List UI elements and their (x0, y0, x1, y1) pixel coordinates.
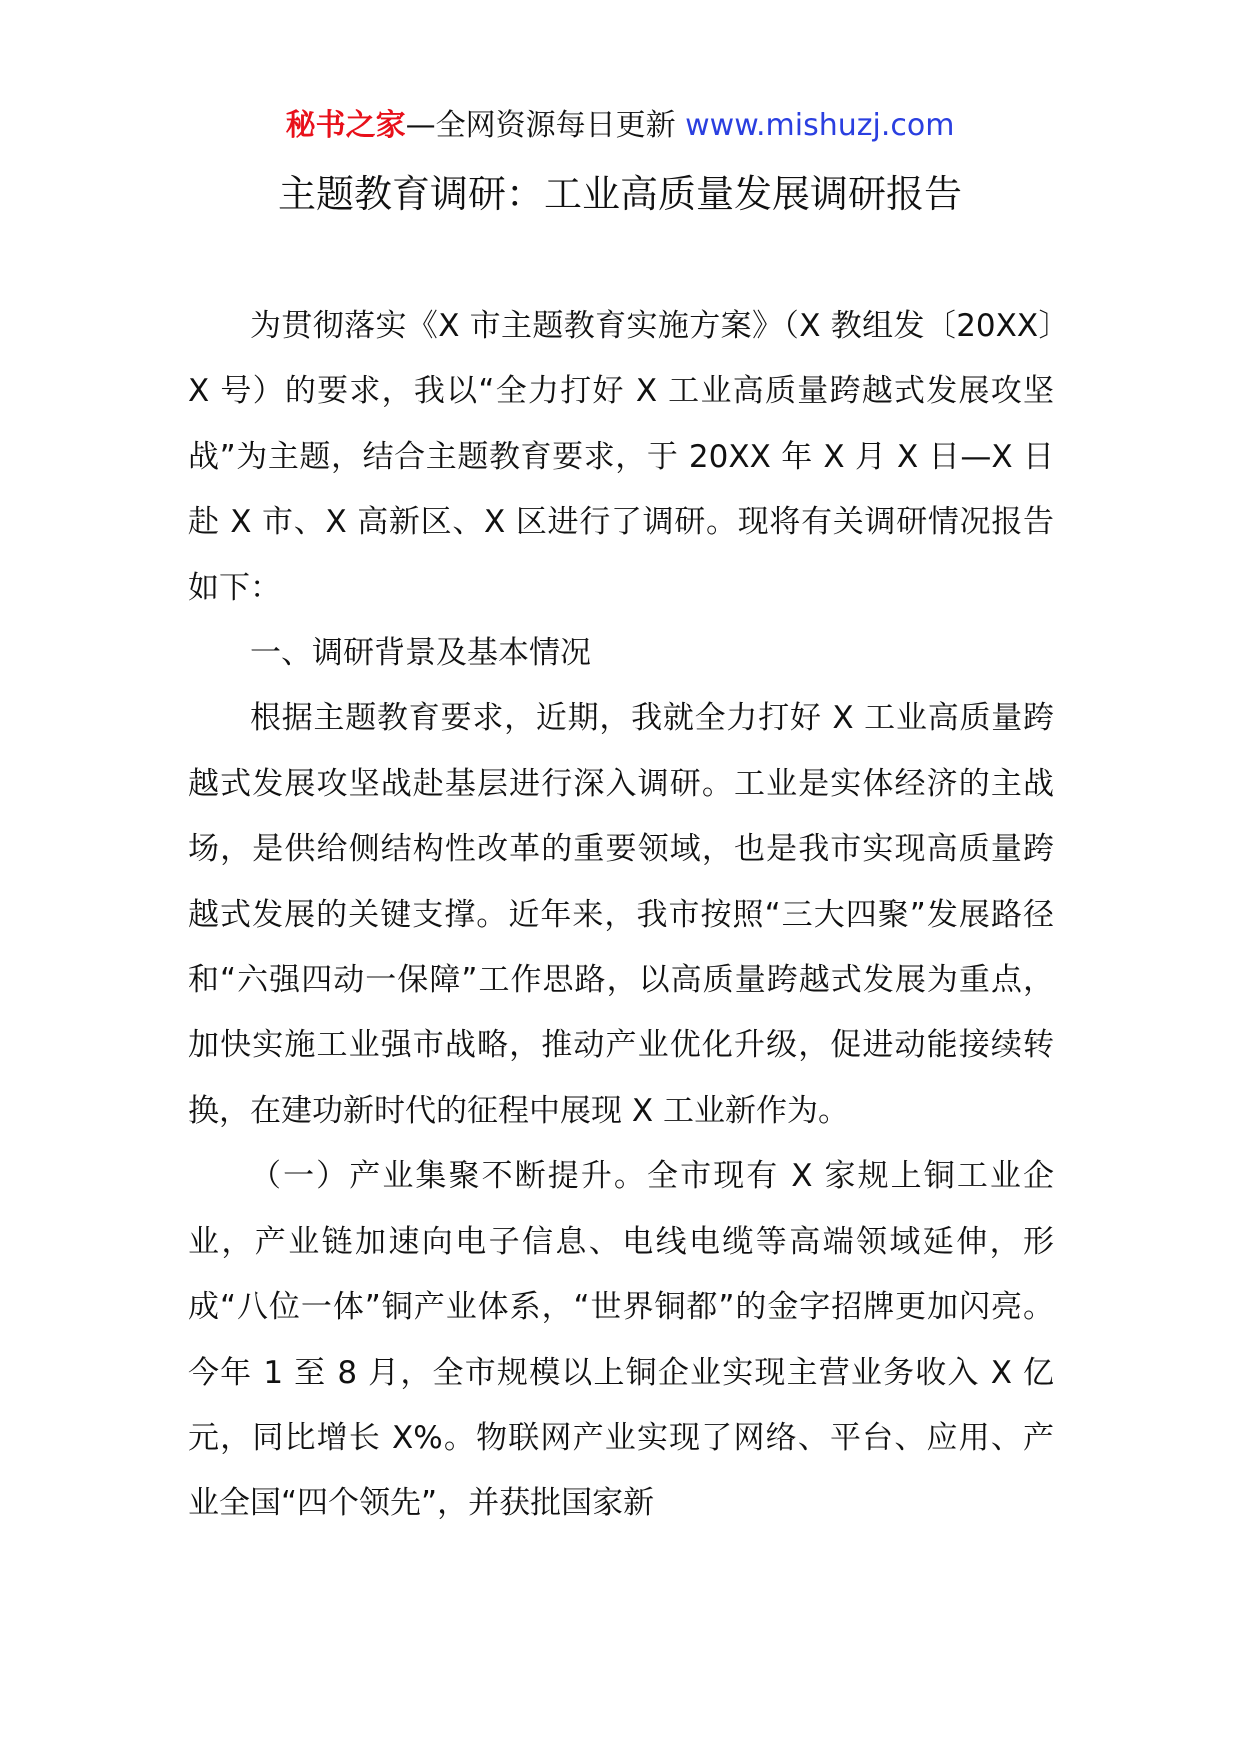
paragraph-intro: 为贯彻落实《X 市主题教育实施方案》（X 教组发〔20XX〕X 号）的要求，我以“全力打好 X 工业高质量跨越式发展攻坚战”为主题，结合主题教育要求，于 20XX 年 X 月 X 日—X 日赴 X 市、X 高新区、X 区进行了调研。现将有关调研情况报告如下： (188, 308, 1054, 606)
site-url-link[interactable]: www.mishuzj.com (685, 108, 955, 143)
section-heading-background: 一、调研背景及基本情况 (250, 635, 591, 672)
paragraph-industry-cluster: （一）产业集聚不断提升。全市现有 X 家规上铜工业企业，产业链加速向电子信息、电线电缆等高端领域延伸，形成“八位一体”铜产业体系，“世界铜都”的金字招牌更加闪亮。今年 1 至 8 月，全市规模以上铜企业实现主营业务收入 X 亿元，同比增长 X%。物联网产业实现了网络、平台、应用、产业全国“四个领先”，并获批国家新 (188, 1158, 1054, 1522)
paragraph-background: 根据主题教育要求，近期，我就全力打好 X 工业高质量跨越式发展攻坚战赴基层进行深入调研。工业是实体经济的主战场，是供给侧结构性改革的重要领域，也是我市实现高质量跨越式发展的关键支撑。近年来，我市按照“三大四聚”发展路径和“六强四动一保障”工作思路，以高质量跨越式发展为重点，加快实施工业强市战略，推动产业优化升级，促进动能接续转换，在建功新时代的征程中展现 X 工业新作为。 (188, 700, 1054, 1129)
site-brand: 秘书之家 (285, 108, 406, 143)
site-tagline: —全网资源每日更新 (405, 108, 686, 143)
document-body (188, 294, 1054, 1537)
document-title: 主题教育调研：工业高质量发展调研报告 (277, 172, 962, 216)
site-header (0, 104, 1240, 148)
